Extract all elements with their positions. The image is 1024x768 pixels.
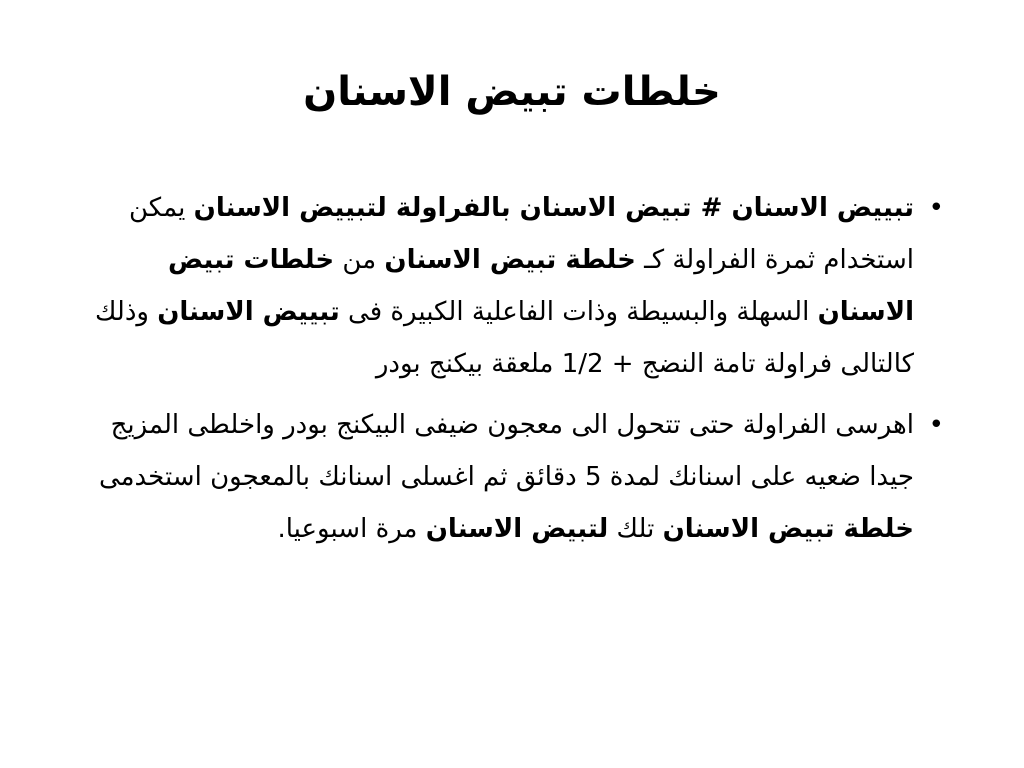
- bullet-dot-icon: •: [928, 410, 944, 440]
- slide-title: خلطات تبيض الاسنان: [303, 69, 721, 115]
- bold-phrase: لتبيض الاسنان: [425, 514, 609, 544]
- bold-phrase: تبييض الاسنان # تبيض الاسنان بالفراولة لتبييض الاسنان: [193, 193, 914, 223]
- text-run: تلك: [608, 514, 663, 544]
- bullet-text: [95, 193, 914, 379]
- bullet-item-instructions: [74, 399, 944, 555]
- bold-phrase: خلطة تبيض الاسنان: [384, 245, 636, 275]
- bullet-item-strawberry: [74, 182, 944, 390]
- text-run: السهلة والبسيطة وذات الفاعلية الكبيرة فى: [339, 297, 818, 327]
- bullet-list: [74, 182, 944, 564]
- bold-phrase: تبييض الاسنان: [157, 297, 340, 327]
- text-run: من: [334, 245, 385, 275]
- text-run: مرة اسبوعيا.: [277, 514, 426, 544]
- bullet-text: [99, 410, 914, 544]
- text-run: وذلك كالتالى فراولة تامة النضج + 1/2 ملعقة بيكنج بودر: [94, 297, 914, 379]
- bullet-dot-icon: •: [928, 193, 944, 223]
- text-run: يمكن استخدام ثمرة الفراولة كـ: [128, 193, 914, 275]
- text-run: اهرسى الفراولة حتى تتحول الى معجون ضيفى البيكنج بودر واخلطى المزيج جيدا ضعيه على اسنانك لمدة 5 دقائق ثم اغسلى اسنانك بالمعجون استخدمى: [98, 410, 914, 492]
- bold-phrase: خلطة تبيض الاسنان: [662, 514, 914, 544]
- bold-phrase: خلطات تبيض الاسنان: [168, 245, 914, 327]
